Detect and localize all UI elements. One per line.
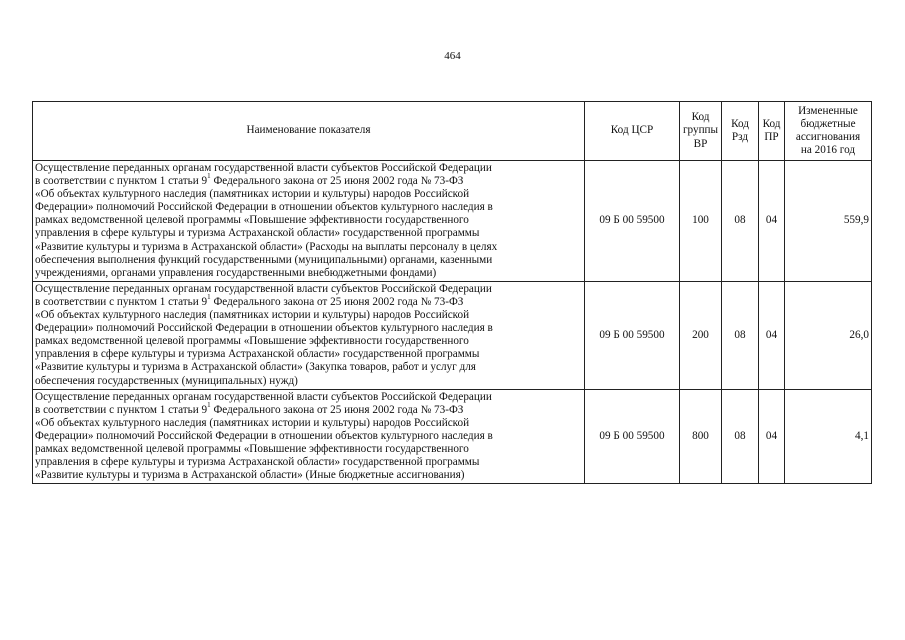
cell-rzd: 08 (722, 281, 759, 389)
description-line: рамках ведомственной целевой программы «Повышение эффективности государственного (35, 335, 469, 348)
superscript: 1 (207, 293, 211, 302)
description-line: «Развитие культуры и туризма в Астраханской области» (Иные бюджетные ассигнования) (35, 469, 465, 482)
header-rzd-line: Код (731, 117, 749, 130)
table-row (33, 389, 872, 484)
header-amount-line: ассигнования (795, 131, 861, 143)
header-csr: Код ЦСР (585, 102, 680, 161)
header-vr-line: ВР (693, 137, 708, 150)
description-text: Федерального закона от 25 июня 2002 года № 73-ФЗ (210, 403, 464, 416)
description-line: Федерации» полномочий Российской Федерации в отношении объектов культурного наследия в (35, 322, 493, 335)
table-row (33, 161, 872, 282)
description-text: в соответствии с пунктом 1 статьи 9 (35, 403, 208, 416)
cell-csr: 09 Б 00 59500 (585, 281, 680, 389)
cell-rzd: 08 (722, 161, 759, 282)
description-line: «Об объектах культурного наследия (памятниках истории и культуры) народов Российской (35, 188, 470, 201)
row-description (33, 389, 585, 484)
description-text: Федерального закона от 25 июня 2002 года № 73-ФЗ (210, 175, 464, 188)
description-line (35, 172, 582, 188)
header-vr (680, 102, 722, 161)
table-header-row (33, 102, 872, 161)
description-line (35, 400, 582, 417)
description-line: управления в сфере культуры и туризма Астраханской области» государственной программы (35, 348, 480, 361)
description-line: «Развитие культуры и туризма в Астраханской области» (Закупка товаров, работ и услуг для (35, 361, 476, 374)
header-rzd-line: Рзд (731, 131, 749, 143)
header-amount-line: бюджетные (800, 117, 856, 130)
cell-pr: 04 (759, 389, 785, 484)
budget-table (32, 101, 872, 484)
header-rzd (722, 102, 759, 161)
description-line (35, 293, 582, 309)
description-line: Федерации» полномочий Российской Федерации в отношении объектов культурного наследия в (35, 201, 493, 214)
description-line: «Об объектах культурного наследия (памятниках истории и культуры) народов Российской (35, 416, 470, 429)
description-line: обеспечения государственных (муниципальных) нужд) (35, 374, 298, 387)
description-line: управления в сфере культуры и туризма Астраханской области» государственной программы (35, 227, 480, 240)
table-row (33, 281, 872, 389)
superscript: 1 (207, 400, 211, 409)
cell-pr: 04 (759, 161, 785, 282)
row-description (33, 281, 585, 389)
row-description (33, 161, 585, 282)
header-amount-line: на 2016 год (800, 144, 856, 157)
header-vr-line: Код (691, 111, 710, 124)
description-line: Осуществление переданных органам государственной власти субъектов Российской Федерации (35, 162, 492, 174)
superscript: 1 (207, 172, 211, 181)
description-line: «Развитие культуры и туризма в Астраханской области» (Расходы на выплаты персоналу в целях (35, 240, 498, 253)
description-line: учреждениями, органами управления государственными внебюджетными фондами) (35, 266, 437, 279)
description-line: Осуществление переданных органам государственной власти субъектов Российской Федерации (35, 282, 492, 295)
description-line: управления в сфере культуры и туризма Астраханской области» государственной программы (35, 456, 480, 469)
description-line: рамках ведомственной целевой программы «Повышение эффективности государственного (35, 214, 469, 227)
description-text: в соответствии с пунктом 1 статьи 9 (35, 295, 208, 308)
header-name: Наименование показателя (33, 102, 585, 161)
cell-csr: 09 Б 00 59500 (585, 389, 680, 484)
header-amount (785, 102, 872, 161)
cell-vr: 800 (680, 389, 722, 484)
description-text: Федерального закона от 25 июня 2002 года № 73-ФЗ (210, 295, 464, 308)
description-text: в соответствии с пунктом 1 статьи 9 (35, 175, 208, 188)
description-line: Осуществление переданных органам государственной власти субъектов Российской Федерации (35, 390, 492, 403)
description-line: Федерации» полномочий Российской Федерации в отношении объектов культурного наследия в (35, 429, 493, 442)
page-number: 464 (444, 50, 461, 62)
header-pr-line: ПР (764, 131, 779, 143)
description-line: рамках ведомственной целевой программы «Повышение эффективности государственного (35, 442, 469, 455)
description-line: «Об объектах культурного наследия (памятниках истории и культуры) народов Российской (35, 309, 470, 322)
cell-amount: 4,1 (785, 389, 872, 484)
cell-rzd: 08 (722, 389, 759, 484)
header-vr-line: группы (682, 124, 719, 137)
cell-amount: 26,0 (785, 281, 872, 389)
cell-vr: 100 (680, 161, 722, 282)
cell-amount: 559,9 (785, 161, 872, 282)
header-amount-line: Измененные (798, 104, 858, 117)
header-pr-line: Код (762, 117, 781, 130)
header-pr (759, 102, 785, 161)
cell-vr: 200 (680, 281, 722, 389)
cell-pr: 04 (759, 281, 785, 389)
description-line: обеспечения выполнения функций государственными (муниципальными) органами, казенными (35, 253, 493, 266)
cell-csr: 09 Б 00 59500 (585, 161, 680, 282)
